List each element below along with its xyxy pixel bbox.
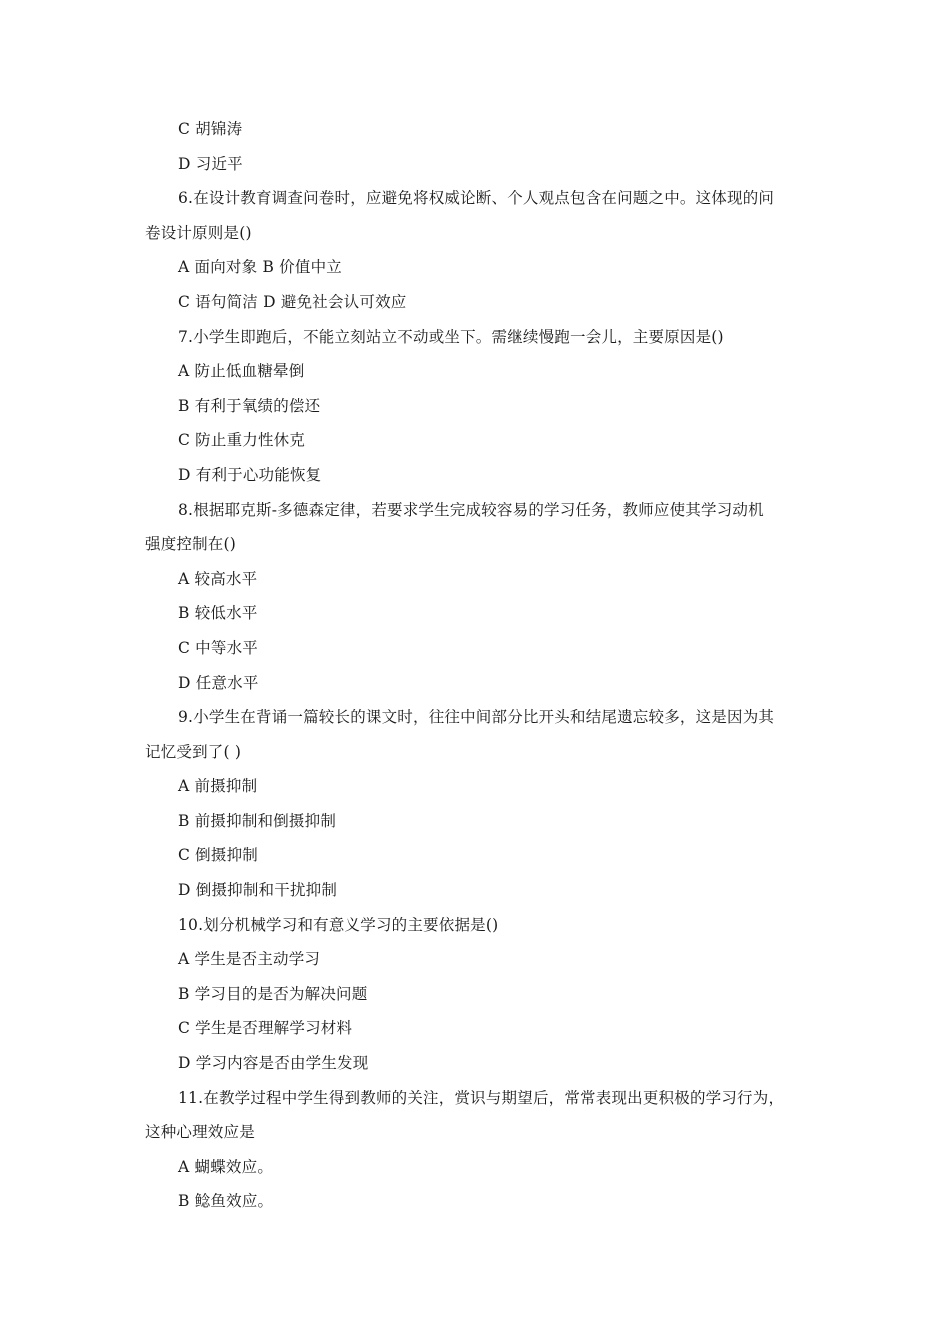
answer-option: A 蝴蝶效应。 (178, 1157, 274, 1176)
question-text: 6.在设计教育调查问卷时，应避免将权威论断、个人观点包含在问题之中。这体现的问 (178, 189, 775, 208)
question-text: 9.小学生在背诵一篇较长的课文时，往往中间部分比开头和结尾遗忘较多，这是因为其 (178, 708, 775, 727)
answer-option: C 胡锦涛 (178, 120, 243, 138)
answer-option: C 学生是否理解学习材料 (178, 1019, 353, 1038)
answer-option: D 倒摄抑制和干扰抑制 (178, 881, 338, 900)
answer-option: A 前摄抑制 (178, 777, 258, 796)
answer-option: D 任意水平 (178, 673, 259, 692)
exam-text-body (145, 112, 810, 1219)
question-text-continuation: 记忆受到了( ) (145, 742, 242, 761)
answer-option: B 学习目的是否为解决问题 (178, 984, 368, 1003)
answer-option: B 鲶鱼效应。 (178, 1192, 274, 1211)
answer-option: B 前摄抑制和倒摄抑制 (178, 811, 337, 830)
answer-option: C 语句简洁 D 避免社会认可效应 (178, 292, 407, 311)
answer-option: D 有利于心功能恢复 (178, 465, 322, 484)
answer-option: C 防止重力性休克 (178, 431, 306, 450)
answer-option: C 中等水平 (178, 638, 258, 657)
question-text: 11.在教学过程中学生得到教师的关注，赏识与期望后，常常表现出更积极的学习行为， (178, 1088, 785, 1107)
answer-option: A 学生是否主动学习 (178, 950, 321, 969)
answer-option: A 较高水平 (178, 569, 258, 588)
question-text-continuation: 强度控制在() (145, 535, 236, 554)
answer-option: C 倒摄抑制 (178, 846, 258, 865)
question-text-continuation: 这种心理效应是 (145, 1123, 255, 1142)
question-text-continuation: 卷设计原则是() (145, 223, 252, 242)
answer-option: D 学习内容是否由学生发现 (178, 1054, 369, 1073)
answer-option: B 有利于氧绩的偿还 (178, 396, 321, 415)
answer-option: A 防止低血糖晕倒 (178, 362, 305, 381)
answer-option: A 面向对象 B 价值中立 (178, 258, 342, 277)
question-text: 10.划分机械学习和有意义学习的主要依据是() (178, 915, 499, 934)
question-text: 8.根据耶克斯-多德森定律，若要求学生完成较容易的学习任务，教师应使其学习动机 (178, 500, 764, 519)
answer-option: D 习近平 (178, 154, 243, 173)
answer-option: B 较低水平 (178, 604, 258, 623)
question-text: 7.小学生即跑后，不能立刻站立不动或坐下。需继续慢跑一会儿，主要原因是() (178, 327, 724, 346)
